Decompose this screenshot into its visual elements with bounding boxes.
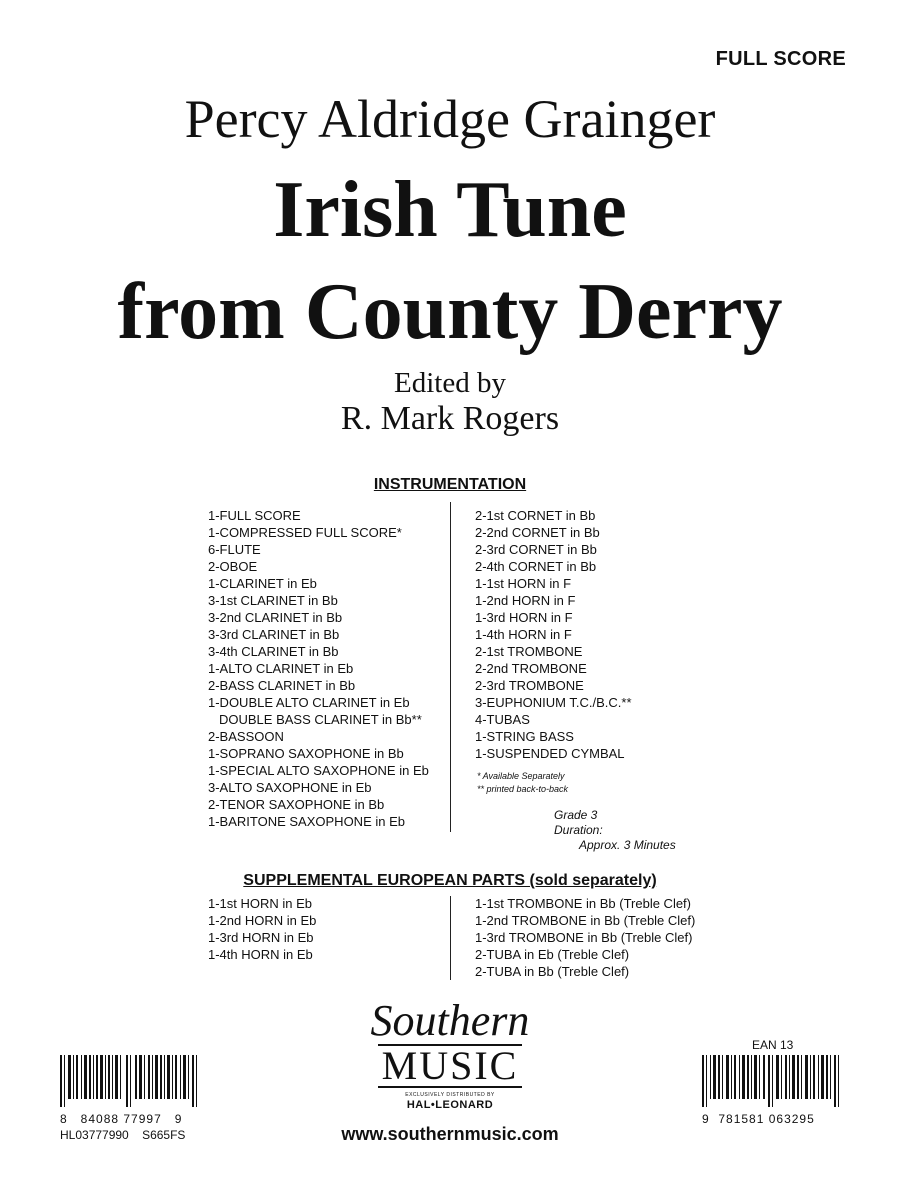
distributed-by-text: EXCLUSIVELY DISTRIBUTED BY: [405, 1092, 495, 1098]
duration-label: Duration:: [554, 823, 603, 837]
grade-duration-block: [554, 808, 676, 853]
list-item: 3-3rd CLARINET in Bb: [208, 627, 340, 642]
list-item: 3-2nd CLARINET in Bb: [208, 610, 343, 625]
footnote-back-to-back: ** printed back-to-back: [477, 784, 569, 794]
hal-leonard-logo: HAL•LEONARD: [406, 1099, 494, 1111]
website-url: www.southernmusic.com: [341, 1124, 559, 1144]
catalog-numbers: HL03777990 S665FS: [60, 1128, 186, 1142]
list-item: 3-EUPHONIUM T.C./B.C.**: [475, 695, 632, 710]
list-item: 3-ALTO SAXOPHONE in Eb: [208, 780, 372, 795]
list-item: 1-3rd HORN in F: [475, 610, 573, 625]
list-item: 4-TUBAS: [475, 712, 530, 727]
duration-value: Approx. 3 Minutes: [579, 838, 676, 852]
list-item: 3-1st CLARINET in Bb: [208, 593, 338, 608]
barcode-right: [702, 1055, 852, 1126]
logo-music-text: MUSIC: [378, 1044, 522, 1088]
ean-label: EAN 13: [752, 1038, 794, 1052]
footnote-available-separately: * Available Separately: [477, 771, 565, 781]
list-item: 3-4th CLARINET in Bb: [208, 644, 339, 659]
supplemental-left-list: [208, 895, 316, 963]
barcode-right-bars: [702, 1055, 852, 1107]
column-divider: [450, 502, 451, 832]
list-item: 2-OBOE: [208, 559, 258, 574]
edited-by-label: Edited by: [394, 367, 506, 399]
list-item: 1-ALTO CLARINET in Eb: [208, 661, 354, 676]
full-score-label: FULL SCORE: [715, 48, 846, 70]
list-item: 2-1st TROMBONE: [475, 644, 583, 659]
list-item: 1-SUSPENDED CYMBAL: [475, 746, 625, 761]
list-item: 1-3rd HORN in Eb: [208, 930, 314, 945]
list-item: 2-BASS CLARINET in Bb: [208, 678, 356, 693]
list-item: 1-SOPRANO SAXOPHONE in Bb: [208, 746, 404, 761]
list-item: 1-2nd TROMBONE in Bb (Treble Clef): [475, 913, 696, 928]
list-item: 2-3rd TROMBONE: [475, 678, 584, 693]
title-line-2: from County Derry: [117, 268, 783, 356]
list-item: 1-2nd HORN in Eb: [208, 913, 317, 928]
instrumentation-heading: INSTRUMENTATION: [373, 476, 527, 493]
barcode-right-digits: 9 781581 063295: [702, 1112, 815, 1126]
list-item: 2-2nd TROMBONE: [475, 661, 587, 676]
list-item: 2-2nd CORNET in Bb: [475, 525, 600, 540]
list-item: 1-COMPRESSED FULL SCORE*: [208, 525, 402, 540]
composer-name: Percy Aldridge Grainger: [184, 89, 716, 149]
list-item: 2-BASSOON: [208, 729, 284, 744]
list-item: 1-2nd HORN in F: [475, 593, 576, 608]
list-item: 1-4th HORN in F: [475, 627, 572, 642]
list-item: 2-4th CORNET in Bb: [475, 559, 597, 574]
list-item: 1-DOUBLE ALTO CLARINET in Eb: [208, 695, 410, 710]
list-item: 2-3rd CORNET in Bb: [475, 542, 597, 557]
barcode-left-bars: [60, 1055, 210, 1107]
grade-label: Grade 3: [554, 808, 598, 822]
supplemental-heading: SUPPLEMENTAL EUROPEAN PARTS (sold separately): [243, 872, 657, 889]
list-item: 1-1st HORN in F: [475, 576, 572, 591]
list-item: 6-FLUTE: [208, 542, 261, 557]
list-item: 2-1st CORNET in Bb: [475, 508, 596, 523]
list-item: 2-TENOR SAXOPHONE in Bb: [208, 797, 385, 812]
list-item: 1-1st HORN in Eb: [208, 896, 313, 911]
list-item: 1-1st TROMBONE in Bb (Treble Clef): [475, 896, 691, 911]
list-item: 2-TUBA in Bb (Treble Clef): [475, 964, 630, 979]
list-item: 1-4th HORN in Eb: [208, 947, 313, 962]
list-item: 1-CLARINET in Eb: [208, 576, 317, 591]
list-item: 1-3rd TROMBONE in Bb (Treble Clef): [475, 930, 693, 945]
list-item: 2-TUBA in Eb (Treble Clef): [475, 947, 630, 962]
barcode-left-digits: 8 84088 77997 9: [60, 1112, 183, 1126]
list-item: 1-FULL SCORE: [208, 508, 301, 523]
footnotes: [477, 770, 568, 796]
list-item: 1-STRING BASS: [475, 729, 574, 744]
editor-name: R. Mark Rogers: [340, 400, 560, 437]
instrumentation-right-list: [475, 507, 632, 762]
instrumentation-left-list: [208, 507, 429, 830]
list-item: DOUBLE BASS CLARINET in Bb**: [219, 712, 422, 727]
supplemental-divider: [450, 896, 451, 980]
southern-music-logo: [360, 998, 540, 1111]
list-item: 1-BARITONE SAXOPHONE in Eb: [208, 814, 405, 829]
barcode-left: [60, 1055, 210, 1126]
supplemental-right-list: [475, 895, 695, 980]
title-line-1: Irish Tune: [273, 166, 627, 254]
logo-southern-text: Southern: [370, 996, 530, 1045]
list-item: 1-SPECIAL ALTO SAXOPHONE in Eb: [208, 763, 429, 778]
